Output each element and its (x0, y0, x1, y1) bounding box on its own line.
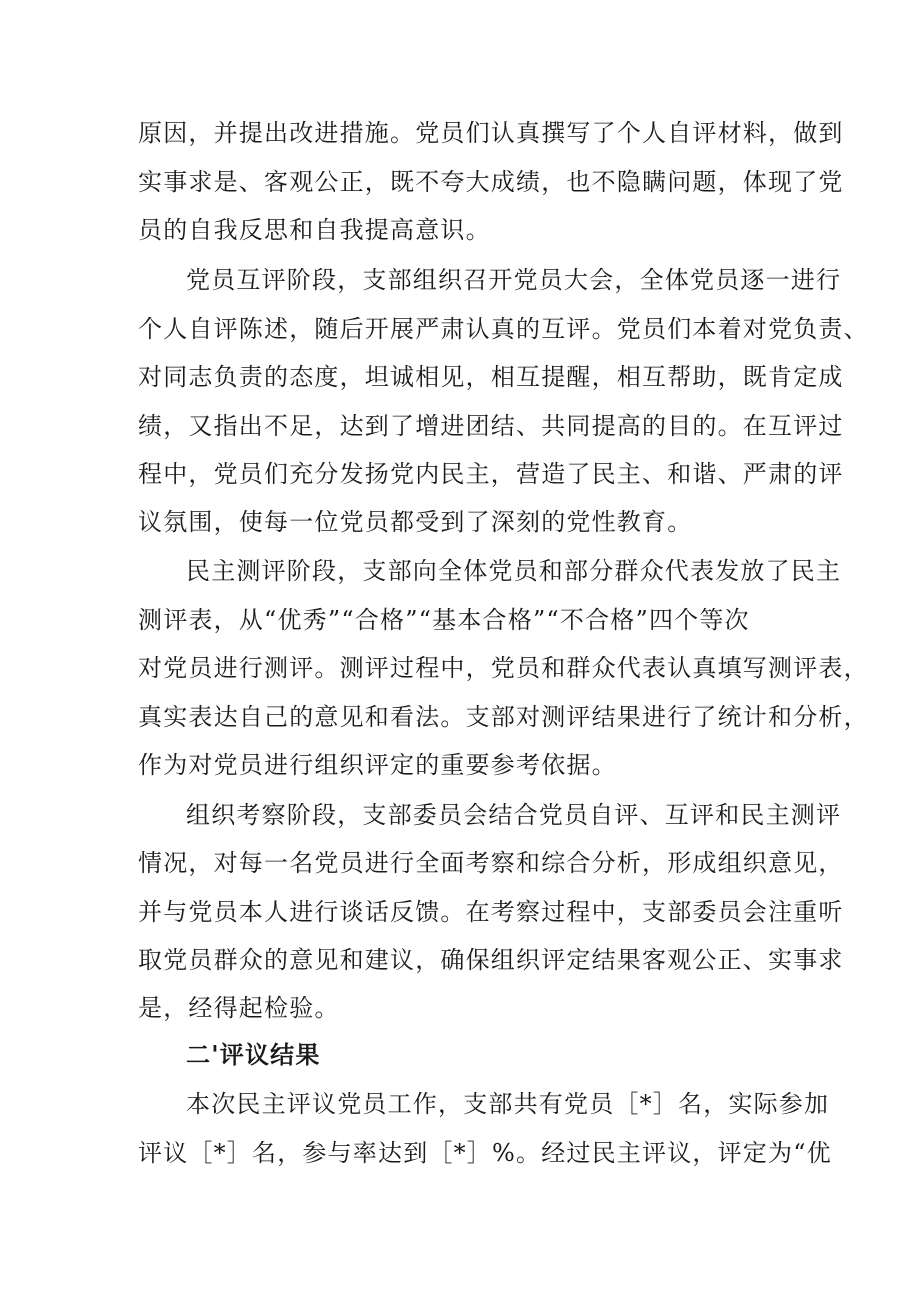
paragraph-2-line-6: 议氛围，使每一位党员都受到了深刻的党性教育。 (138, 508, 693, 536)
paragraph-4-line-1: 组织考察阶段，支部委员会结合党员自评、互评和民主测评 (186, 801, 842, 829)
paragraph-4-line-2: 情况，对每一名党员进行全面考察和综合分析，形成组织意见， (138, 849, 844, 877)
paragraph-3-line-5: 作为对党员进行组织评定的重要参考依据。 (138, 751, 617, 779)
paragraph-3-line-4: 真实表达自己的意见和看法。支部对测评结果进行了统计和分析， (138, 703, 869, 731)
paragraph-3-line-2: 测评表，从“优秀”“合格”“基本合格”“不合格”四个等次 (138, 606, 750, 634)
paragraph-1-line-3: 员的自我反思和自我提高意识。 (138, 216, 491, 244)
section-heading: 二'评议结果 (186, 1040, 321, 1069)
paragraph-1-line-1: 原因，并提出改进措施。党员们认真撰写了个人自评材料，做到 (138, 119, 844, 147)
paragraph-2-line-3: 对同志负责的态度，坦诚相见，相互提醒，相互帮助，既肯定成 (138, 363, 844, 391)
paragraph-3-line-1: 民主测评阶段，支部向全体党员和部分群众代表发放了民主 (186, 557, 842, 585)
paragraph-4-line-5: 是，经得起检验。 (138, 994, 340, 1022)
final-paragraph-line-2: 评议［*］名，参与率达到［*］%。经过民主评议，评定为“优 (138, 1139, 832, 1167)
paragraph-2-line-4: 绩，又指出不足，达到了增进团结、共同提高的目的。在互评过 (138, 412, 844, 440)
paragraph-4-line-4: 取党员群众的意见和建议，确保组织评定结果客观公正、实事求 (138, 946, 844, 974)
paragraph-2-line-1: 党员互评阶段，支部组织召开党员大会，全体党员逐一进行 (186, 266, 842, 294)
paragraph-4-line-3: 并与党员本人进行谈话反馈。在考察过程中，支部委员会注重听 (138, 898, 844, 926)
paragraph-2-line-5: 程中，党员们充分发扬党内民主，营造了民主、和谐、严肃的评 (138, 460, 844, 488)
final-paragraph-line-1: 本次民主评议党员工作，支部共有党员［*］名，实际参加 (186, 1090, 830, 1118)
paragraph-3-line-3: 对党员进行测评。测评过程中，党员和群众代表认真填写测评表， (138, 654, 869, 682)
paragraph-2-line-2: 个人自评陈述，随后开展严肃认真的互评。党员们本着对党负责、 (138, 315, 869, 343)
paragraph-1-line-2: 实事求是、客观公正，既不夸大成绩，也不隐瞒问题，体现了党 (138, 168, 844, 196)
